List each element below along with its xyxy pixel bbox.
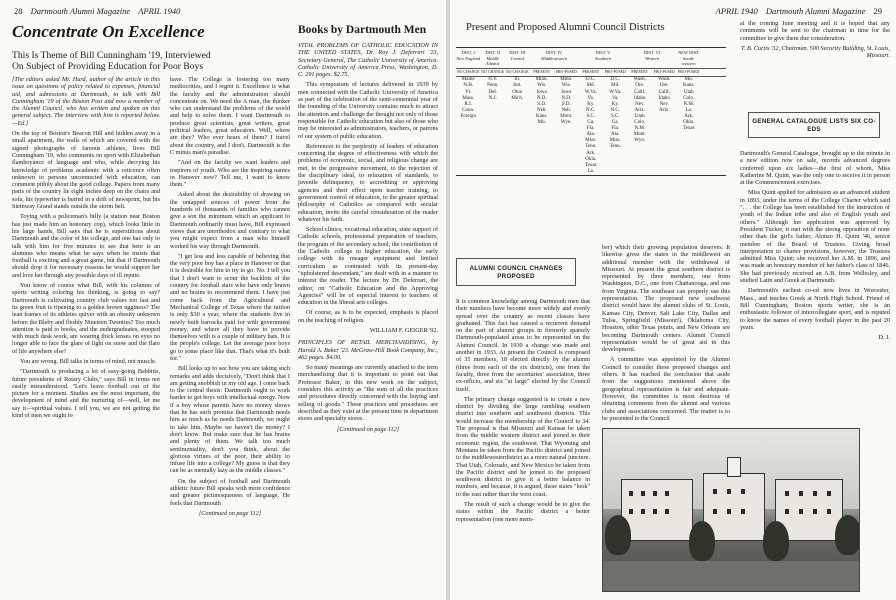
- state-abbrev: Ark.: [684, 113, 694, 119]
- paragraph: Asked about the desirability of drawing on the untapped sources of power from the hundreds of thousands of families who cannot give a son the minimum which an applicant to Dartmouth ordinarily must have, Bill expressed views that are unorthodox and contrary to what you might expect from a man who himself worked his way through Dartmouth.: [170, 191, 290, 250]
- status-label: PRO-POSED: [555, 69, 577, 74]
- district-header: [481, 50, 506, 67]
- district-id: DIST. I: [461, 50, 475, 55]
- state-abbrev: Fla.: [611, 126, 620, 132]
- district-name: Middle Atlantic: [485, 55, 500, 67]
- left-issue-date: APRIL 1940: [138, 6, 181, 16]
- state-abbrev: Neb.: [561, 107, 572, 113]
- state-abbrev: Kans.: [535, 113, 548, 119]
- state-abbrev: Ariz.: [634, 107, 645, 113]
- state-abbrev: Wash.: [633, 77, 646, 83]
- council-column-2: [602, 244, 730, 425]
- paragraph: Miss Quint applied for admission as an advanced student in 1893, under the terms of the College Charter which said ". . . the College has been established for the instruction of youth of the Indian tribe and also of English youth and others." Although her application was approved by President Tucker, it met with the strong opposition of none other than the girl's father, Alonzo H. Quint '46, senior member of the Board of Trustees. Giving broad interpretation to charter provisions, however, the Trustees admitted Miss Quint; she received her A.M. in 1896, and was made an honorary member of her father's class of 1846. She had previously received an A.B. from Wellesley, and studied Latin and Greek at Dartmouth.: [740, 189, 890, 285]
- state-abbrev: N.M.: [683, 101, 695, 107]
- books-section-title: Books by Dartmouth Men: [298, 24, 427, 36]
- state-abbrev: Ky.: [611, 101, 619, 107]
- status-label: PRESENT: [631, 69, 649, 74]
- state-abbrev: Mo.: [537, 120, 546, 126]
- paragraph: "I get less and less capable of believing that the very poor boy has a place in Hanover or that it is desirable for him to try to go. No. I tell you that I don't want to scour the backlots of the country for football stars who have only brawn and no brains to recommend them. I have just come back from the Agricultural and Mechanical College of Texas where the tuition is only $30 a year, where the students live in newly built barracks paid for with government money, and where all they have to provide themselves with is a couple of military hats. It is the people's college. Let the average poor boys go to some place like that. That's what it's built for.": [170, 252, 290, 362]
- state-abbrev: Nev.: [659, 101, 669, 107]
- state-abbrev: Iowa: [561, 89, 572, 95]
- state-abbrev: D.C.: [586, 77, 596, 83]
- state-abbrev: Mich.: [511, 95, 524, 101]
- district-header: [677, 50, 702, 67]
- district-name: Central: [510, 55, 524, 61]
- paragraph: You are wrong. Bill talks in terms of mind, not muscle.: [20, 357, 157, 365]
- left-running-head: [8, 6, 180, 16]
- state-abbrev: Neb.: [536, 107, 547, 113]
- state-abbrev: S.D.: [537, 101, 547, 107]
- photo-window: [813, 509, 817, 514]
- paragraph: ber) which their growing population deserves. It likewise gives the states in the middlewest an additional member with the withdrawal of Missouri. At present the great southern district is represented by three members, one from Washington, D.C., one from Chattanooga, and one from Virginia. The southeast can properly use this representation. The proposed new southwest district would have the alumni clubs of St. Louis, Kansas City, Denver, Salt Lake City, Dallas and Tulsa, Springfield (Missouri), Oklahoma City, Houston, other Texas points, and New Orleans are becoming Dartmouth centers. Alumni Council representation would be of great aid in this development.: [602, 244, 730, 354]
- state-abbrev: N.C.: [610, 107, 620, 113]
- photo-tree: [835, 515, 860, 555]
- status-label: NO CHANGE: [505, 69, 529, 74]
- state-abbrev: Ore.: [659, 83, 669, 89]
- states-column: [677, 77, 702, 175]
- district-header: [456, 50, 481, 67]
- district-header: [579, 50, 628, 67]
- continued-note: [Continued on page 112]: [198, 509, 262, 517]
- state-abbrev: Foreign: [460, 113, 477, 119]
- states-column: [652, 77, 677, 175]
- district-header: [530, 50, 579, 67]
- state-abbrev: N.J.: [488, 95, 497, 101]
- state-abbrev: Texas: [584, 162, 597, 168]
- status-label: PRO-POSED: [604, 69, 626, 74]
- state-abbrev: S.C.: [610, 113, 620, 119]
- right-page-number: 29: [873, 6, 882, 16]
- subheadline-line-1: This Is Theme of Bill Cunningham '19, Interviewed: [12, 50, 211, 61]
- photo-ground: [603, 561, 859, 591]
- photo-window: [827, 509, 831, 514]
- photo-window: [741, 509, 745, 514]
- state-abbrev: Md.: [611, 83, 620, 89]
- state-abbrev: Nev.: [635, 101, 645, 107]
- state-abbrev: Iowa: [536, 89, 547, 95]
- states-column: [628, 77, 653, 175]
- state-abbrev: Penn.: [487, 83, 499, 89]
- state-abbrev: Wis.: [561, 83, 571, 89]
- district-name: Southern: [595, 55, 611, 61]
- state-abbrev: Mass.: [462, 95, 475, 101]
- right-page: [450, 0, 896, 600]
- district-name: Western: [645, 55, 659, 61]
- state-abbrev: Md.: [586, 83, 595, 89]
- catalogue-box: GENERAL CATALOGUE LISTS SIX CO-EDS: [748, 112, 880, 138]
- district-id: DIST. III: [509, 50, 526, 55]
- photo-window: [641, 491, 645, 496]
- paragraph: The result of such a change would be to give the states within the Pacific district a better representation (one more mem-: [456, 501, 590, 523]
- state-abbrev: Mo.: [684, 77, 693, 83]
- photo-window: [629, 509, 633, 514]
- states-column: [481, 77, 506, 175]
- photo-window: [741, 489, 745, 494]
- photo-tree: [605, 515, 631, 555]
- state-abbrev: Va.: [587, 95, 595, 101]
- paragraph: This symposium of lectures delivered in 1939 by men connected with the Catholic University of America as part of the celebration of the semi-centennial year of the founding of the University contains much to attract the attention and challenge the thought not only of those responsible for Catholic education but also of those who may be interested as administrators, teachers, or patrons of our system of public education.: [298, 81, 438, 140]
- state-abbrev: Ala.: [586, 132, 595, 138]
- state-abbrev: Ky.: [587, 101, 595, 107]
- state-abbrev: Kans.: [682, 83, 695, 89]
- state-abbrev: Colo.: [683, 95, 695, 101]
- status-label: PRO-POSED: [678, 69, 700, 74]
- states-column: [456, 77, 481, 175]
- photo-window: [653, 491, 657, 496]
- alumni-council-box: ALUMNI COUNCIL CHANGES PROPOSED: [456, 258, 576, 286]
- subheadline-line-2: On Subject of Providing Education for Poor Boys: [12, 61, 204, 72]
- paragraph: Dartmouth's earliest co-ed now lives in Worcester, Mass., and teaches Greek at North High School. Friend of Bill Cunningham, Boston sports writer, she is an enthusiastic follower of intercollegiate sport, and is reputed to know the names of every football player in the past 20 years.: [740, 287, 890, 331]
- council-column-3: [740, 20, 890, 62]
- state-abbrev: Okla.: [683, 120, 695, 126]
- district-id: DIST. IV: [545, 50, 563, 55]
- districts-table-title: Present and Proposed Alumni Council Districts: [466, 22, 665, 33]
- state-abbrev: Colo.: [634, 120, 646, 126]
- paragraph: "Dartmouth is producing a lot of easy-going Babbitts, future presidents of Rotary Clubs," says Bill in terms not easily misunderstood. "Let's leave football out of the picture for a moment. Studies are the most important, the development of mind and the nurturing of—well, let me say it—spiritual values. I tell you, we are not getting the kind of men we ought to: [12, 368, 160, 420]
- state-abbrev: Ga.: [611, 120, 619, 126]
- state-abbrev: Ohio: [512, 89, 523, 95]
- paragraph: References to the perplexity of leaders of education concerning the degree of effectiveness with which the problems of economic, social, and religious change are met, to the progressive movement, to the rejection of the disciplinary ideal, to relaxation of standards, to juvenile delinquency, to accrediting or approving agencies and their effect upon teacher training, to government control of education, to the greater spiritual philosophy of Catholics as compared with secular education, invite the careful consideration of the reader whatever his faith.: [298, 142, 438, 223]
- state-abbrev: Miss.: [585, 138, 597, 144]
- article-column-2: [170, 76, 290, 520]
- book-entry-title: PRINCIPLES OF RETAIL MERCHANDISING, by Harold A. Baker '23. McGraw-Hill Book Company, Inc., 462 pages. $4.00.: [298, 339, 438, 361]
- paragraph: The primary change suggested is to create a new district by dividing the large rambling southern district into southern and southwest districts. This would increase the membership of the Council to 34. The proposal is that Missouri and Kansas be taken from the middle western district and joined to their economic region, the southwest. That Wyoming and Montana be taken from the Pacific district and joined to the middlewesterdistrict as a more natural juncture. That Utah, Colorado, and New Mexico be taken from the Pacific district and be joined to the proposed southwest district to give it a better balance in numbers, and because, it is argued, these states "look" to the east rather than the west coast.: [456, 395, 590, 498]
- books-column: [298, 42, 438, 436]
- state-abbrev: N.C.: [586, 107, 596, 113]
- state-abbrev: Vt.: [465, 89, 472, 95]
- state-abbrev: N.D.: [561, 95, 572, 101]
- district-header-row: [456, 48, 726, 69]
- state-abbrev: Wis.: [537, 83, 547, 89]
- state-abbrev: Ala.: [611, 132, 620, 138]
- left-page-number: 28: [14, 6, 23, 16]
- status-label: PRESENT: [533, 69, 551, 74]
- photo-window: [629, 491, 633, 496]
- state-abbrev: Miss.: [609, 138, 621, 144]
- photo-window: [785, 509, 789, 514]
- photo-window: [813, 491, 817, 496]
- state-abbrev: Idaho: [634, 95, 646, 101]
- continued-note: [Continued on page 112]: [336, 425, 400, 433]
- photo-window: [713, 489, 717, 494]
- editor-note: [The editors asked Mr. Hurd, author of the article in this issue on questions of policy related to expenses, financial aid, and admissions at Dartmouth, to talk with Bill Cunningham '19 of the Boston Post and now a member of the Alumni Council, who has written and spoken on this general subject. The interview with him is reported below.—Ed.]: [12, 76, 160, 127]
- district-id: NEW DIST.: [677, 50, 700, 55]
- paragraph: have. The College is fostering too many mediocrities, and I regret it. Excellence is what the faculty and the administration should concentrate on. We need the A man, the thinker who can understand the problems of the world and help to solve them. I want Dartmouth to produce great scientists, great writers, great political leaders, great educators. Well, where are they? Who ever hears of them? I travel about the country, and I don't. Dartmouth is the C minus man's paradise.: [170, 76, 290, 156]
- state-abbrev: R.I.: [464, 101, 472, 107]
- state-abbrev: Utah: [634, 113, 645, 119]
- state-abbrev: Conn.: [462, 107, 475, 113]
- right-issue-date: APRIL 1940: [715, 6, 758, 16]
- state-abbrev: Wash.: [658, 77, 671, 83]
- left-page: [0, 0, 446, 600]
- article-headline: Concentrate On Excellence: [12, 22, 205, 41]
- state-abbrev: La.: [685, 107, 693, 113]
- paragraph: at the coming June meeting and it is hoped that any comments will be sent to the chairman in time for the committee to give them due consideration.: [740, 20, 890, 42]
- states-column: [530, 77, 555, 175]
- district-name: New England: [456, 55, 481, 61]
- right-magazine-name: Dartmouth Alumni Magazine: [765, 6, 866, 16]
- paragraph: "And on the faculty we want leaders and inspirers of youth. Who are the inspiring names in Hanover now? Tell me, I want to know them.": [170, 159, 290, 189]
- paragraph: Dartmouth's General Catalogue, brought up to the minute in a new edition now on sale, records advanced degrees conferred upon six ladies—the first of whom, Miss Katherine M. Quint, was the only one to receive it in person at the Commencement exercises.: [740, 150, 890, 187]
- states-column: [554, 77, 579, 175]
- photo-window: [785, 491, 789, 496]
- state-abbrev: Ariz.: [659, 107, 670, 113]
- photo-tree: [689, 521, 715, 561]
- paragraph: On the subject of football and Dartmouth athletic future Bill speaks with more confidence and greater picturesqueness of language. He feels that Dartmouth: [170, 477, 290, 507]
- campus-photo: [602, 428, 860, 592]
- state-abbrev: Maine: [461, 77, 475, 83]
- paragraph: So many meanings are currently attached to the term merchandising that it is important to point out that Professor Baker, in this new work on the subject, considers this activity as "the sum of all the practices and procedures directly concerned with the buying and selling of goods." These practices and procedures are described as they exist at the present time in department stores and specialty stores.: [298, 364, 438, 423]
- state-abbrev: Va.: [611, 95, 619, 101]
- state-abbrev: N.M.: [634, 126, 646, 132]
- district-name: South-western: [681, 55, 696, 67]
- state-abbrev: Wyo.: [634, 138, 646, 144]
- state-abbrev: Utah: [683, 89, 694, 95]
- status-label: PRO-POSED: [653, 69, 675, 74]
- author-initials: D. J.: [878, 334, 890, 342]
- photo-window: [713, 509, 717, 514]
- state-abbrev: Tenn.: [609, 144, 621, 150]
- district-id: DIST. II: [485, 50, 501, 55]
- status-label: NO CHANGE: [456, 69, 480, 74]
- state-abbrev: Texas: [682, 126, 695, 132]
- states-body: [456, 77, 726, 175]
- photo-window: [641, 509, 645, 514]
- reviewer-signature: WILLIAM F. GEIGER '92.: [369, 326, 438, 334]
- article-subheadline: [12, 50, 211, 72]
- states-column: [505, 77, 530, 175]
- state-abbrev: W.Va.: [584, 89, 597, 95]
- state-abbrev: Ill.: [514, 77, 521, 83]
- catalogue-column: [740, 150, 890, 344]
- photo-tree: [763, 521, 789, 561]
- state-abbrev: Ga.: [587, 120, 595, 126]
- state-abbrev: Tenn.: [585, 144, 597, 150]
- district-header: [505, 50, 530, 67]
- paragraph: It is common knowledge among Dartmouth men that their numbers have become more widely and evenly spread over the country as recent classes have graduated. This fact has caused a recurrent demand on the part of alumni groups in formerly sparsely Dartmouth-populated areas to be represented on the Alumni Council. In 1930 a change was made and another in 1933. At present the Council is composed of 35 members, 18 elected directly by the alumni (three from each of the six districts), one from the faculty, three from the secretaries' association, three ex-officio, and six "at large" elected by the Council itself.: [456, 298, 590, 393]
- state-abbrev: N.D.: [536, 95, 547, 101]
- district-id: DIST. V: [595, 50, 611, 55]
- photo-cupola: [727, 457, 741, 477]
- paragraph: Bill looks up to see how you are taking such remarks and adds decisively, "Don't think that I am getting snobbish in my old age. I come back to the central thesis: Dartmouth ought to work harder to get boys with intellectual energy. Now if a boy whose parents have no money shows that he has such promise that Dartmouth needs him as much as he needs Dartmouth, we ought to take him. Maybe we haven't the money? I don't know. But make sure that he has brains and plenty of them. We talk too much sentimentality, don't you think, about the glorious virtues of the poor, their ability to infuse life into a college? My guess is that they can be as mentally lazy as the middle classes.": [170, 365, 290, 475]
- status-label: NO CHANGE: [481, 69, 505, 74]
- photo-window: [727, 489, 731, 494]
- council-column-1: [456, 298, 590, 526]
- district-header: [628, 50, 677, 67]
- district-id: DIST. VI: [643, 50, 661, 55]
- state-abbrev: Mont.: [633, 132, 646, 138]
- state-abbrev: Wyo.: [560, 120, 572, 126]
- state-abbrev: S.C.: [586, 113, 596, 119]
- left-magazine-name: Dartmouth Alumni Magazine: [30, 6, 131, 16]
- article-column-1: [12, 76, 160, 422]
- state-abbrev: S.D.: [561, 101, 571, 107]
- paragraph: School clinics, vocational education, state support of Catholic schools, professional preparation of teachers, the program of the secondary school, the contribution of the Catholic college to higher education, the early college with its meager equipment and limited curriculum as contrasted with its present-day "upholstered descendant," are dealt with in a manner to interest the reader. The lecture by Dr. Deferrari, the editor, on "Catholic Education and the Approving Agencies" will be of especial interest to teachers of education in the liberal arts colleges.: [298, 226, 438, 307]
- paragraph: A committee was appointed by the Alumni Council to consider these proposed changes and others. It has reached the conclusion that aside from the suggestions mentioned above the geographical representation is fair and adequate. However, the committee is most desirous of obtaining comments from the alumni and various clubs and associations concerned. The matter is to be presented to the Council: [602, 356, 730, 422]
- state-abbrev: N.H.: [463, 83, 474, 89]
- state-abbrev: Okla.: [585, 156, 597, 162]
- status-label: PRESENT: [582, 69, 600, 74]
- book-entry-title: VITAL PROBLEMS OF CATHOLIC EDUCATION IN THE UNITED STATES, Dr. Roy J. Deferrari '23, Secretary General, The Catholic University of America. Catholic University of America Press, Washington, D. C. 291 pages. $2.75.: [298, 42, 438, 79]
- state-abbrev: Calif.: [658, 89, 670, 95]
- photo-window: [799, 491, 803, 496]
- photo-window: [665, 509, 669, 514]
- state-abbrev: Fla.: [586, 126, 595, 132]
- states-column: [603, 77, 628, 175]
- district-name: Middlewestern: [540, 55, 568, 61]
- state-abbrev: W.Va.: [609, 89, 622, 95]
- paragraph: You know of course what Bill, with his columns of sports writing coloring his thinking, is going to say? Dartmouth is cultivating country club values too fast and its green fruit is ripening to a golden brown ugginess? The lean frames of its athletes quiver with an obesity unknown before the Bleby and fleshly Nineteen Twenties? Too much attention is paid to books, and the undergraduates, stooped with much desk work, are wearing thick lenses on eyes no longer able to face the glare of light on snow and the flare of life anywhere else?: [12, 282, 160, 355]
- states-column: [579, 77, 604, 175]
- districts-table: [456, 47, 726, 176]
- state-abbrev: Idaho: [658, 95, 670, 101]
- state-abbrev: Ind.: [513, 83, 522, 89]
- photo-window: [727, 509, 731, 514]
- paragraph: On the top of Boston's Beacon Hill and hidden away in a small apartment, the walls of which are covered with the signed photographs of famous athletes, lives Bill Cunningham '19, who comments on sport with Elizabethan flamboyance of language and who, while decrying his knowledge of problems academic with a reticence often unknown to persons unconnected with education, can comment pithily about the good college. Papers from many parts of the country lie eight inches deep on the chairs and sofa, his typewriter is buried in a drift of newsprint, but his Steinway Grand stands outside the storm belt.: [12, 130, 160, 211]
- paragraph: Toying with a policeman's billy (a station near Boston has just made him an honorary cop), which looks little in his large hands, Bill says that he is superstitious about Dartmouth and the color of his college, and one has only to talk with him for five minutes to see that here is an alumnus who means what he says when he insists that football is exciting and a great game, but that if Dartmouth should drop it for necessary reasons he would support her and love her through any possible days of ill repute.: [12, 213, 160, 279]
- state-abbrev: Ore.: [635, 83, 645, 89]
- state-abbrev: Calif.: [634, 89, 646, 95]
- photo-window: [827, 491, 831, 496]
- paragraph: Of course, as is to be expected, emphasis is placed on the teaching of religion.: [298, 309, 438, 324]
- state-abbrev: La.: [587, 168, 595, 174]
- right-running-head: [716, 6, 888, 16]
- status-header-row: [456, 69, 726, 78]
- state-abbrev: Mont.: [560, 113, 573, 119]
- state-abbrev: Minn.: [560, 77, 573, 83]
- photo-window: [799, 509, 803, 514]
- photo-window: [665, 491, 669, 496]
- state-abbrev: D.C.: [610, 77, 620, 83]
- state-abbrev: Del.: [488, 89, 497, 95]
- state-abbrev: N.Y.: [488, 77, 498, 83]
- photo-window: [653, 509, 657, 514]
- state-abbrev: Minn.: [535, 77, 548, 83]
- committee-signature: T. B. Curtis '32, Chairman. 500 Security Building, St. Louis, Missouri.: [740, 44, 890, 60]
- state-abbrev: Ark.: [586, 150, 596, 156]
